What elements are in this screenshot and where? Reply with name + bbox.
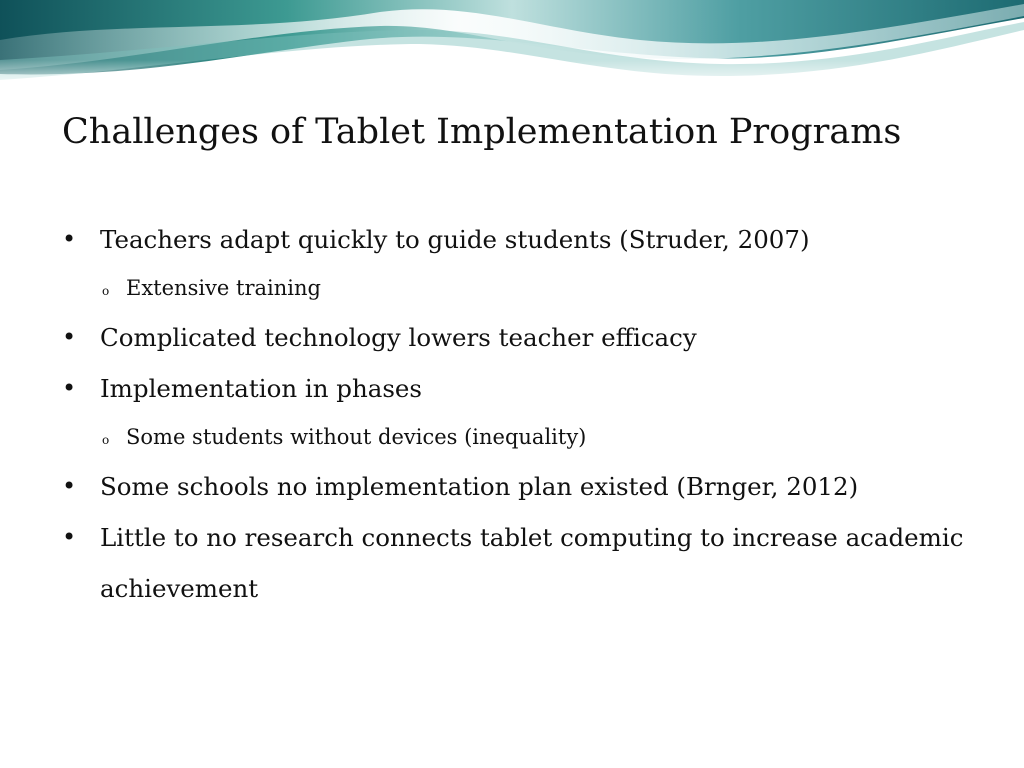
bullet-list <box>62 214 982 614</box>
sub-bullet-item <box>62 414 982 461</box>
bullet-icon: • <box>62 374 77 402</box>
bullet-icon: • <box>62 472 77 500</box>
sub-bullet-text: Extensive training <box>126 276 321 300</box>
bullet-text: Teachers adapt quickly to guide students (Struder, 2007) <box>100 225 810 254</box>
bullet-item <box>62 214 982 265</box>
bullet-text: Complicated technology lowers teacher efficacy <box>100 323 697 352</box>
sub-bullet-text: Some students without devices (inequality) <box>126 425 587 449</box>
bullet-item <box>62 312 982 363</box>
sub-bullet-item <box>62 265 982 312</box>
bullet-text: Some schools no implementation plan existed (Brnger, 2012) <box>100 472 859 501</box>
bullet-icon: • <box>62 523 77 551</box>
sub-bullet-icon: o <box>102 284 110 298</box>
bullet-icon: • <box>62 323 77 351</box>
bullet-item <box>62 512 982 614</box>
bullet-item <box>62 461 982 512</box>
sub-bullet-icon: o <box>102 433 110 447</box>
slide-title: Challenges of Tablet Implementation Programs <box>62 112 902 152</box>
bullet-text: Little to no research connects tablet computing to increase academic achievement <box>100 523 964 603</box>
bullet-icon: • <box>62 225 77 253</box>
bullet-text: Implementation in phases <box>100 374 423 403</box>
decorative-wave-banner <box>0 0 1024 90</box>
bullet-item <box>62 363 982 414</box>
